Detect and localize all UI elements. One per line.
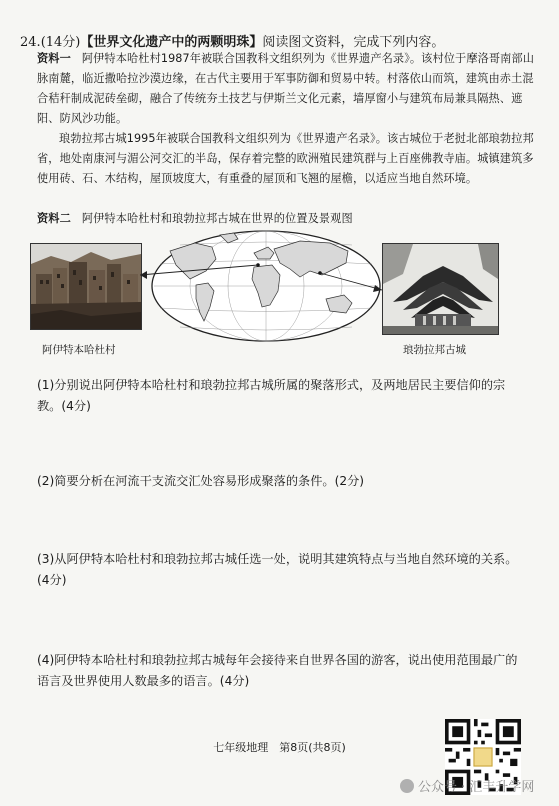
subquestion-3: (3)从阿伊特本哈杜村和琅勃拉邦古城任选一处，说明其建筑特点与当地自然环境的关系。(4分)	[37, 552, 518, 587]
luang-prabang-photo	[382, 243, 499, 335]
question-score: (14分)	[40, 35, 81, 50]
question-number: 24.	[20, 35, 41, 50]
left-photo-caption: 阿伊特本哈杜村	[42, 344, 116, 356]
right-photo-caption: 琅勃拉邦古城	[403, 344, 466, 356]
material-one-text: 阿伊特本哈杜村1987年被联合国教科文组织列为《世界遗产名录》。该村位于摩洛哥南部山脉南麓，临近撒哈拉沙漠边缘，在古代主要用于军事防御和贸易中转。村落依山而筑，建筑由赤土混合秸秆制成泥砖垒砌，融合了传统夯土技艺与伊斯兰文化元素，墙厚窗小与建筑布局兼具隔热、遮阳、防风沙功能。	[37, 52, 535, 125]
wechat-icon	[400, 779, 414, 793]
subquestion-4: (4)阿伊特本哈杜村和琅勃拉邦古城每年会接待来自世界各国的游客，说出使用范围最广的语言及世界使用人数最多的语言。(4分)	[37, 653, 518, 688]
material-two-label: 资料二	[37, 212, 71, 225]
page-footer: 七年级地理 第8页(共8页)	[213, 741, 346, 754]
material-one-label: 资料一	[37, 52, 71, 65]
watermark-text: 公众号 · 汇丰升学网	[418, 780, 535, 795]
question-title: 【世界文化遗产中的两颗明珠】	[80, 35, 263, 50]
watermark	[400, 776, 534, 795]
question-instruction: 阅读图文资料，完成下列内容。	[262, 35, 445, 50]
subquestion-2: (2)简要分析在河流干支流交汇处容易形成聚落的条件。(2分)	[37, 474, 365, 488]
subquestion-1: (1)分别说出阿伊特本哈杜村和琅勃拉邦古城所属的聚落形式，及两地居民主要信仰的宗教。(4分)	[37, 378, 506, 413]
material-one-b-text: 琅勃拉邦古城1995年被联合国教科文组织列为《世界遗产名录》。该古城位于老挝北部琅勃拉邦省，地处南康河与湄公河交汇的半岛，保存着完整的欧洲殖民建筑群与上百座佛教寺庙。城镇建筑多使用砖、石、木结构，屋顶坡度大，有重叠的屋顶和飞翘的屋檐，以适应当地自然环境。	[37, 132, 534, 185]
material-two-text: 阿伊特本哈杜村和琅勃拉邦古城在世界的位置及景观图	[81, 212, 353, 225]
